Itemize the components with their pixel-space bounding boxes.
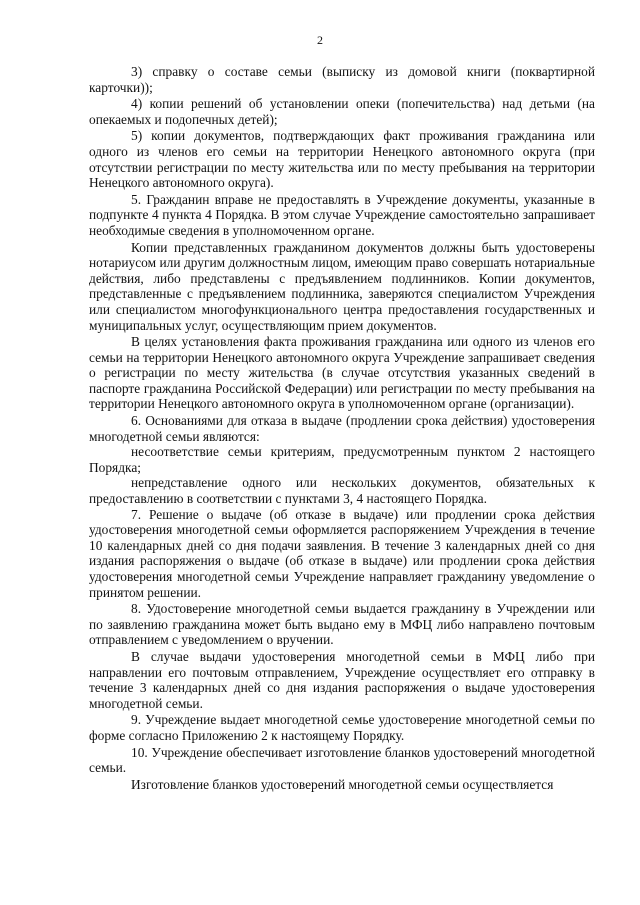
page-number: 2: [317, 33, 323, 47]
paragraph-residence-verification: В целях установления факта проживания гражданина или одного из членов его семьи на территории Ненецкого автономного округа Учреждение запрашивает сведения о регистрации по месту жительства (в случае отсутствия указанных сведений в паспорте гражданина Российской Федерации) или регистрации по месту пребывания на территории Ненецкого автономного округа в уполномоченном органе (организации).: [89, 334, 595, 412]
paragraph-clause-5: 5. Гражданин вправе не предоставлять в Учреждение документы, указанные в подпункте 4 пункта 4 Порядка. В этом случае Учреждение самостоятельно запрашивает необходимые сведения в уполномоченном органе.: [89, 191, 595, 238]
paragraph-item-3: 3) справку о составе семьи (выписку из домовой книги (поквартирной карточки));: [89, 64, 595, 95]
paragraph-refusal-reason-2: непредставление одного или нескольких документов, обязательных к предоставлению в соответствии с пунктами 3, 4 настоящего Порядка.: [89, 475, 595, 507]
paragraph-clause-8: 8. Удостоверение многодетной семьи выдается гражданину в Учреждении или по заявлению гражданина может быть выдано ему в МФЦ либо направлено почтовым отправлением с уведомлением о вручении.: [89, 601, 595, 648]
paragraph-clause-6: 6. Основаниями для отказа в выдаче (продлении срока действия) удостоверения многодетной семьи являются:: [89, 413, 595, 444]
paragraph-clause-10: 10. Учреждение обеспечивает изготовление бланков удостоверений многодетной семьи.: [89, 744, 595, 776]
paragraph-blank-production: Изготовление бланков удостоверений многодетной семьи осуществляется: [131, 776, 554, 792]
paragraph-refusal-reason-1: несоответствие семьи критериям, предусмотренным пунктом 2 настоящего Порядка;: [89, 444, 595, 475]
paragraph-clause-7: 7. Решение о выдаче (об отказе в выдаче) или продлении срока действия удостоверения многодетной семьи оформляется распоряжением Учреждения в течение 10 календарных дней со дня подачи заявления. В течение 3 календарных дней со дня издания распоряжения о выдаче (об отказе в выдаче) или продлении срока действия удостоверения многодетной семьи Учреждение направляет гражданину уведомление о принятом решении.: [89, 506, 595, 600]
paragraph-item-5: 5) копии документов, подтверждающих факт проживания гражданина или одного из членов его семьи на территории Ненецкого автономного округа (при отсутствии регистрации по месту жительства или по месту пребывания на территории Ненецкого автономного округа).: [89, 128, 595, 191]
paragraph-clause-9: 9. Учреждение выдает многодетной семье удостоверение многодетной семьи по форме согласно Приложению 2 к настоящему Порядку.: [89, 712, 595, 743]
paragraph-item-4: 4) копии решений об установлении опеки (попечительства) над детьми (на опекаемых и подопечных детей);: [89, 96, 595, 127]
paragraph-mfc-delivery: В случае выдачи удостоверения многодетной семьи в МФЦ либо при направлении его почтовым отправлением, Учреждение осуществляет его отправку в течение 3 календарных дней со дня издания распоряжения о выдаче удостоверения многодетной семьи.: [89, 648, 595, 711]
document-body: [89, 64, 595, 792]
paragraph-copies-certification: Копии представленных гражданином документов должны быть удостоверены нотариусом или другим должностным лицом, имеющим право совершать нотариальные действия, либо представлены с предъявлением подлинников. Копии документов, представленные с предъявлением подлинника, заверяются специалистом Учреждения или специалистом многофункционального центра предоставления государственных и муниципальных услуг, осуществляющим прием документов.: [89, 239, 595, 333]
